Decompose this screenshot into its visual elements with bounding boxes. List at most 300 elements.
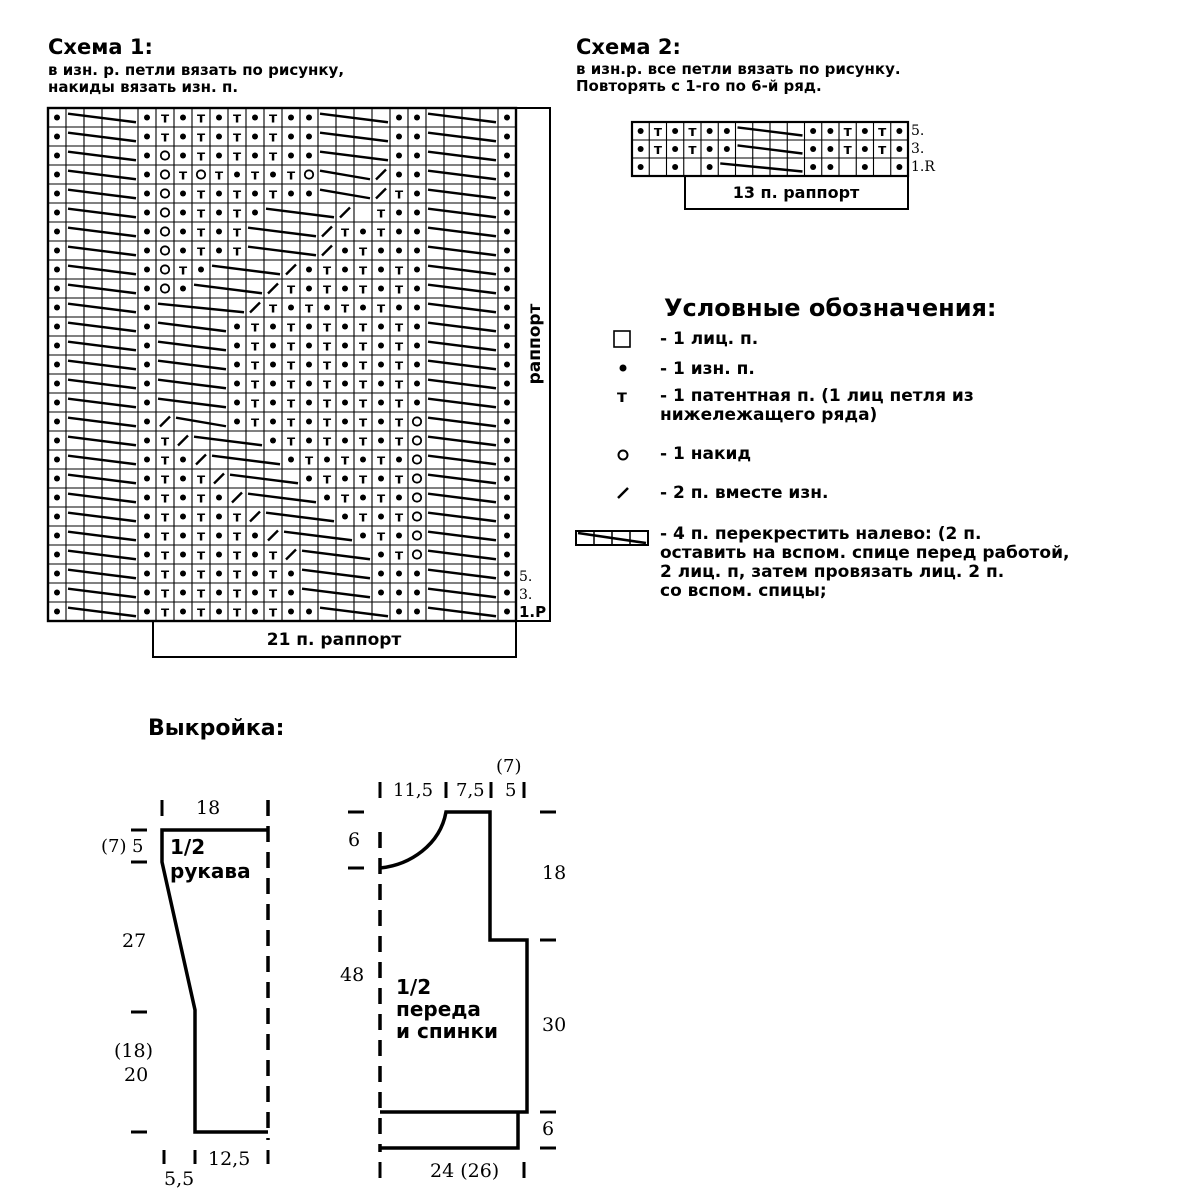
- scheme1-cell-yarnover: [161, 151, 169, 159]
- scheme1-cable-cross: [320, 190, 370, 199]
- scheme1-cell-purl: [306, 381, 312, 387]
- scheme1-cell-purl: [144, 571, 150, 577]
- scheme1-cell-purl: [234, 419, 240, 425]
- scheme1-cell-purl: [252, 210, 258, 216]
- scheme2-cell-purl: [707, 128, 713, 134]
- scheme1-cell-purl: [144, 381, 150, 387]
- sleeve-label-1: 1/2: [170, 835, 206, 859]
- scheme1-cell-yarnover: [197, 170, 205, 178]
- scheme1-cell-purl: [180, 495, 186, 501]
- scheme2-cell-purl: [827, 164, 833, 170]
- scheme1-cell-twisted: т: [160, 471, 170, 488]
- scheme1-cell-twisted: т: [358, 509, 368, 526]
- body-hem-outline: [380, 1112, 518, 1148]
- scheme1-cell-purl: [234, 324, 240, 330]
- scheme1-cell-purl: [216, 571, 222, 577]
- scheme1-cell-purl: [306, 343, 312, 349]
- scheme1-cell-purl: [414, 267, 420, 273]
- body-label-3: и спинки: [396, 1019, 499, 1043]
- scheme1-cell-purl: [216, 210, 222, 216]
- body-dim-neck-edge: 5: [505, 780, 517, 801]
- scheme1-cell-twisted: т: [250, 167, 260, 184]
- scheme1-cell-purl: [414, 115, 420, 121]
- scheme1-cell-twisted: т: [178, 167, 188, 184]
- scheme1-cell-twisted: т: [232, 585, 242, 602]
- scheme1-cell-purl: [342, 267, 348, 273]
- scheme2-cell-twisted: т: [843, 124, 852, 140]
- scheme1-cell-purl: [144, 419, 150, 425]
- scheme1-cell-twisted: т: [196, 205, 206, 222]
- pattern-title: Выкройка:: [148, 716, 285, 741]
- scheme1-cell-purl: [270, 324, 276, 330]
- scheme1-cell-twisted: т: [160, 528, 170, 545]
- scheme1-cell-purl: [144, 134, 150, 140]
- legend-cross-text-3: 2 лиц. п, затем провязать лиц. 2 п.: [660, 562, 1005, 582]
- sleeve-pattern: [131, 800, 268, 1164]
- scheme1-cell-purl: [180, 552, 186, 558]
- scheme1-cell-purl: [414, 609, 420, 615]
- scheme1-cell-twisted: т: [232, 224, 242, 241]
- body-dim-length: 48: [340, 964, 365, 986]
- scheme1-cell-twisted: т: [358, 376, 368, 393]
- scheme1-cell-purl: [378, 267, 384, 273]
- legend-knit-symbol: [614, 331, 630, 347]
- scheme1-row-label-1: 1.Р: [519, 603, 547, 621]
- scheme1-cell-purl: [216, 533, 222, 539]
- scheme1-cell-yarnover: [413, 417, 421, 425]
- scheme1-cell-purl: [396, 248, 402, 254]
- legend-dec-symbol: [618, 488, 628, 498]
- scheme1-cell-purl: [378, 419, 384, 425]
- scheme1-cell-purl: [378, 400, 384, 406]
- scheme1-cell-purl: [270, 438, 276, 444]
- scheme1-cell-purl: [414, 191, 420, 197]
- scheme1-cell-twisted: т: [322, 319, 332, 336]
- scheme1-cell-purl: [504, 590, 510, 596]
- scheme1-cell-purl: [54, 210, 60, 216]
- scheme1-cell-twisted: т: [160, 509, 170, 526]
- scheme1-cell-purl: [216, 552, 222, 558]
- scheme1-cell-twisted: т: [358, 262, 368, 279]
- scheme1-cell-purl: [504, 343, 510, 349]
- scheme1-cell-twisted: т: [160, 604, 170, 621]
- scheme1-cell-purl: [378, 248, 384, 254]
- scheme1-cell-twisted: т: [196, 110, 206, 127]
- scheme1-cable-cross: [176, 418, 226, 427]
- scheme1-cell-twisted: т: [232, 205, 242, 222]
- body-dim-width: 24 (26): [430, 1160, 500, 1182]
- scheme1-cell-purl: [288, 134, 294, 140]
- scheme2-row-label-3: 3.: [911, 141, 925, 157]
- body-label-1: 1/2: [396, 975, 432, 999]
- scheme1-cell-purl: [306, 362, 312, 368]
- scheme1-cell-twisted: т: [196, 243, 206, 260]
- scheme1-cell-purl: [504, 438, 510, 444]
- scheme1-cell-purl: [342, 514, 348, 520]
- scheme1-cell-purl: [54, 457, 60, 463]
- scheme1-cell-twisted: т: [358, 433, 368, 450]
- scheme1-cell-purl: [216, 191, 222, 197]
- scheme1-cell-purl: [288, 305, 294, 311]
- scheme1-cell-twisted: т: [358, 281, 368, 298]
- scheme1-cell-twisted: т: [196, 490, 206, 507]
- scheme1-cell-twisted: т: [394, 471, 404, 488]
- scheme1-cell-twisted: т: [322, 338, 332, 355]
- scheme1-cell-twisted: т: [160, 110, 170, 127]
- scheme2-note-2: Повторять с 1-го по 6-й ряд.: [576, 77, 822, 95]
- scheme1-cell-purl: [180, 533, 186, 539]
- scheme1-cell-purl: [378, 381, 384, 387]
- scheme1-cell-purl: [414, 324, 420, 330]
- scheme1-cell-twisted: т: [358, 357, 368, 374]
- scheme1-cell-purl: [414, 362, 420, 368]
- scheme1-cell-purl: [396, 495, 402, 501]
- scheme1-cell-twisted: т: [358, 471, 368, 488]
- scheme1-cell-purl: [504, 286, 510, 292]
- scheme1-cell-twisted: т: [214, 167, 224, 184]
- scheme2-cell-purl: [827, 146, 833, 152]
- scheme1-cell-twisted: т: [232, 129, 242, 146]
- scheme1-cell-purl: [504, 476, 510, 482]
- scheme1-cell-twisted: т: [358, 243, 368, 260]
- scheme1-cell-twisted: т: [196, 186, 206, 203]
- scheme2-cell-purl: [810, 128, 816, 134]
- scheme1-cell-twisted: т: [160, 547, 170, 564]
- scheme1-cell-twisted: т: [322, 376, 332, 393]
- scheme1-cell-purl: [360, 305, 366, 311]
- scheme1-cell-twisted: т: [376, 300, 386, 317]
- scheme1-cell-twisted: т: [286, 357, 296, 374]
- scheme1-cell-twisted: т: [268, 604, 278, 621]
- scheme1-cell-purl: [306, 419, 312, 425]
- scheme1-cell-purl: [288, 609, 294, 615]
- scheme1-cell-purl: [342, 476, 348, 482]
- scheme1-cell-purl: [414, 343, 420, 349]
- body-dim-armhole: 18: [542, 862, 567, 884]
- scheme1-cell-purl: [234, 343, 240, 349]
- scheme1-repeat-height-label: раппорт: [525, 303, 545, 385]
- scheme1-cell-purl: [342, 438, 348, 444]
- scheme2-cell-twisted: т: [843, 142, 852, 158]
- scheme1-cell-purl: [414, 286, 420, 292]
- sleeve-outline: [162, 830, 268, 1132]
- scheme1-cell-twisted: т: [394, 395, 404, 412]
- scheme1-cell-purl: [54, 476, 60, 482]
- scheme1-cell-purl: [270, 381, 276, 387]
- scheme1-cell-purl: [504, 153, 510, 159]
- scheme1-cell-decrease: [376, 170, 386, 180]
- scheme2-row-label-5: 5.: [911, 123, 925, 139]
- scheme1-cell-purl: [144, 286, 150, 292]
- scheme1-cell-purl: [504, 533, 510, 539]
- scheme1-cell-twisted: т: [232, 509, 242, 526]
- legend-purl-symbol: [620, 365, 627, 372]
- scheme1-cell-purl: [414, 571, 420, 577]
- scheme1-cell-purl: [54, 590, 60, 596]
- scheme1-cell-purl: [180, 115, 186, 121]
- scheme2-cell-purl: [638, 128, 644, 134]
- scheme1-cell-twisted: т: [340, 452, 350, 469]
- scheme2-cell-twisted: т: [878, 124, 887, 140]
- scheme1-cell-twisted: т: [268, 186, 278, 203]
- scheme2-cell-twisted: т: [653, 142, 662, 158]
- scheme1-cell-twisted: т: [268, 129, 278, 146]
- scheme1-cell-purl: [180, 153, 186, 159]
- scheme1-cell-purl: [414, 400, 420, 406]
- scheme1-cell-purl: [180, 609, 186, 615]
- scheme1-cell-purl: [252, 533, 258, 539]
- scheme1-cell-twisted: т: [394, 262, 404, 279]
- scheme1-cell-purl: [378, 324, 384, 330]
- body-label-2: переда: [396, 997, 481, 1021]
- scheme1-cell-yarnover: [413, 455, 421, 463]
- scheme1-cell-twisted: т: [232, 186, 242, 203]
- scheme2-cell-purl: [672, 164, 678, 170]
- scheme1-cell-twisted: т: [394, 376, 404, 393]
- scheme1-cell-twisted: т: [394, 338, 404, 355]
- scheme1-cell-twisted: т: [160, 129, 170, 146]
- scheme1-cell-purl: [342, 324, 348, 330]
- sleeve-dim-lower-alt: (18): [114, 1040, 154, 1062]
- body-pattern: [348, 782, 556, 1178]
- scheme1-cell-purl: [252, 552, 258, 558]
- scheme1-cell-purl: [504, 571, 510, 577]
- legend-yo-text: - 1 накид: [660, 444, 752, 464]
- scheme1-cell-twisted: т: [196, 585, 206, 602]
- scheme1-cell-purl: [504, 381, 510, 387]
- scheme1-cell-purl: [144, 609, 150, 615]
- body-outline: [380, 812, 527, 1112]
- scheme1-cell-purl: [360, 495, 366, 501]
- scheme1-cell-twisted: т: [232, 547, 242, 564]
- scheme1-cell-decrease: [376, 189, 386, 199]
- scheme2-cell-purl: [827, 128, 833, 134]
- legend-cross-text-4: со вспом. спицы;: [660, 581, 827, 601]
- scheme1-cell-twisted: т: [160, 585, 170, 602]
- scheme1-cell-purl: [144, 438, 150, 444]
- scheme1-cell-yarnover: [413, 474, 421, 482]
- scheme1-cell-twisted: т: [286, 433, 296, 450]
- scheme1-cell-purl: [396, 210, 402, 216]
- scheme1-cell-decrease: [322, 227, 332, 237]
- scheme1-cell-purl: [54, 495, 60, 501]
- scheme1-cell-purl: [144, 324, 150, 330]
- scheme1-cell-purl: [180, 514, 186, 520]
- legend-cross-text-2: оставить на вспом. спице перед работой,: [660, 543, 1070, 563]
- scheme1-cell-twisted: т: [250, 395, 260, 412]
- scheme1-cell-yarnover: [161, 189, 169, 197]
- scheme1-cell-twisted: т: [376, 490, 386, 507]
- scheme1-cell-purl: [378, 590, 384, 596]
- scheme1-cell-decrease: [160, 417, 170, 427]
- scheme2-cell-purl: [862, 128, 868, 134]
- legend-dec-text: - 2 п. вместе изн.: [660, 483, 829, 503]
- scheme1-cell-purl: [378, 286, 384, 292]
- body-dim-shoulder: 11,5: [393, 780, 434, 801]
- scheme1-cell-purl: [270, 419, 276, 425]
- scheme1-note-1: в изн. р. петли вязать по рисунку,: [48, 61, 345, 79]
- scheme1-cell-purl: [216, 134, 222, 140]
- scheme2-cell-purl: [707, 164, 713, 170]
- scheme1-cell-purl: [324, 305, 330, 311]
- scheme1-cell-purl: [144, 191, 150, 197]
- scheme1-cell-purl: [306, 324, 312, 330]
- scheme1-cell-twisted: т: [322, 433, 332, 450]
- scheme1-cell-purl: [378, 514, 384, 520]
- scheme1-cell-purl: [504, 134, 510, 140]
- scheme1-cell-purl: [216, 514, 222, 520]
- scheme1-cell-twisted: т: [340, 490, 350, 507]
- scheme1-cell-purl: [144, 590, 150, 596]
- scheme1-cell-purl: [504, 115, 510, 121]
- scheme1-cell-purl: [306, 286, 312, 292]
- scheme2-cell-purl: [724, 146, 730, 152]
- scheme1-cell-purl: [270, 400, 276, 406]
- scheme1-cells: [48, 108, 516, 621]
- scheme1-cell-purl: [54, 362, 60, 368]
- scheme2-cell-purl: [862, 146, 868, 152]
- scheme1-cell-purl: [216, 229, 222, 235]
- scheme1-cell-purl: [252, 153, 258, 159]
- scheme2-cell-purl: [672, 146, 678, 152]
- scheme1-cell-purl: [342, 343, 348, 349]
- scheme1-cell-purl: [414, 305, 420, 311]
- scheme2-cell-purl: [896, 164, 902, 170]
- scheme1-cell-decrease: [232, 493, 242, 503]
- scheme1-cell-twisted: т: [322, 471, 332, 488]
- scheme2-cell-twisted: т: [688, 124, 697, 140]
- scheme1-cell-purl: [378, 552, 384, 558]
- scheme1-cell-yarnover: [161, 227, 169, 235]
- scheme1-cell-twisted: т: [394, 414, 404, 431]
- scheme1-cell-purl: [306, 267, 312, 273]
- scheme1-cell-purl: [414, 590, 420, 596]
- legend-purl-text: - 1 изн. п.: [660, 359, 755, 379]
- scheme1-cell-purl: [144, 362, 150, 368]
- scheme1-cell-purl: [342, 286, 348, 292]
- scheme1-cell-purl: [144, 552, 150, 558]
- scheme1-cell-twisted: т: [358, 395, 368, 412]
- scheme1-cell-purl: [324, 495, 330, 501]
- scheme1-cell-purl: [504, 267, 510, 273]
- scheme1-cell-yarnover: [161, 246, 169, 254]
- scheme1-cell-purl: [234, 381, 240, 387]
- scheme1-cell-twisted: т: [322, 357, 332, 374]
- scheme1-cell-purl: [306, 134, 312, 140]
- legend-twisted-symbol: т: [617, 387, 627, 407]
- scheme1-cell-purl: [306, 400, 312, 406]
- scheme1-cell-purl: [504, 514, 510, 520]
- sleeve-dim-offset: 5,5: [164, 1168, 195, 1190]
- scheme1-cell-purl: [216, 495, 222, 501]
- scheme1-cell-purl: [504, 172, 510, 178]
- scheme1-cell-purl: [54, 552, 60, 558]
- scheme1-cell-purl: [54, 248, 60, 254]
- legend-twisted-text-2: нижележащего ряда): [660, 405, 878, 425]
- body-dim-neck: 7,5: [456, 780, 485, 801]
- scheme1-cell-purl: [144, 400, 150, 406]
- scheme1-cell-decrease: [286, 265, 296, 275]
- scheme1-row-label-5: 5.: [519, 569, 533, 585]
- scheme1-cell-purl: [378, 476, 384, 482]
- scheme1-repeat-width-label: 21 п. раппорт: [266, 630, 402, 650]
- scheme1-cell-purl: [144, 305, 150, 311]
- scheme1-cell-decrease: [322, 246, 332, 256]
- scheme1-cell-twisted: т: [322, 414, 332, 431]
- scheme1-row-label-3: 3.: [519, 587, 533, 603]
- scheme1-cell-twisted: т: [286, 414, 296, 431]
- scheme1-cable-cross: [158, 304, 244, 313]
- scheme1-cell-yarnover: [413, 512, 421, 520]
- scheme1-cell-purl: [396, 229, 402, 235]
- scheme1-cell-purl: [216, 248, 222, 254]
- scheme1-cell-twisted: т: [196, 129, 206, 146]
- body-dim-side: 30: [542, 1014, 567, 1036]
- scheme1-cell-twisted: т: [394, 186, 404, 203]
- scheme1-cell-purl: [54, 267, 60, 273]
- scheme1-cell-twisted: т: [268, 566, 278, 583]
- scheme1-title: Схема 1:: [48, 35, 153, 59]
- scheme1-cell-twisted: т: [394, 509, 404, 526]
- scheme1-cell-purl: [504, 419, 510, 425]
- scheme1-cell-purl: [342, 400, 348, 406]
- scheme2-cell-purl: [638, 146, 644, 152]
- scheme1-cell-purl: [504, 191, 510, 197]
- scheme1-cell-twisted: т: [196, 528, 206, 545]
- scheme1-cell-purl: [306, 153, 312, 159]
- scheme1-cell-purl: [504, 362, 510, 368]
- scheme1-cell-purl: [288, 590, 294, 596]
- scheme1-cell-twisted: т: [250, 357, 260, 374]
- scheme1-cell-purl: [54, 381, 60, 387]
- scheme1-cell-purl: [54, 153, 60, 159]
- sleeve-dim-width: 18: [196, 797, 221, 819]
- scheme1-cell-purl: [378, 343, 384, 349]
- scheme1-cell-purl: [504, 400, 510, 406]
- scheme1-cell-purl: [414, 210, 420, 216]
- scheme1-cell-twisted: т: [394, 357, 404, 374]
- scheme1-cell-twisted: т: [250, 319, 260, 336]
- scheme1-cell-purl: [378, 571, 384, 577]
- scheme1-cell-purl: [252, 590, 258, 596]
- scheme1-cell-purl: [198, 267, 204, 273]
- scheme1-cell-yarnover: [413, 493, 421, 501]
- scheme1-cell-twisted: т: [304, 452, 314, 469]
- scheme1-cell-decrease: [250, 512, 260, 522]
- scheme1-cell-twisted: т: [232, 528, 242, 545]
- scheme1-cell-purl: [270, 362, 276, 368]
- scheme1-cell-purl: [342, 419, 348, 425]
- scheme1-cell-purl: [144, 457, 150, 463]
- scheme1-cell-purl: [396, 571, 402, 577]
- scheme1-cell-twisted: т: [376, 205, 386, 222]
- scheme2-title: Схема 2:: [576, 35, 681, 59]
- scheme1-cell-purl: [144, 153, 150, 159]
- scheme1-cell-twisted: т: [322, 281, 332, 298]
- scheme1-cell-purl: [144, 533, 150, 539]
- legend-yo-symbol: [619, 451, 628, 460]
- scheme1-cell-purl: [144, 267, 150, 273]
- scheme1-cell-purl: [414, 153, 420, 159]
- scheme1-cell-purl: [360, 457, 366, 463]
- scheme1-cell-twisted: т: [286, 376, 296, 393]
- scheme1-cell-decrease: [286, 550, 296, 560]
- scheme1-cell-twisted: т: [268, 148, 278, 165]
- scheme1-cell-purl: [180, 590, 186, 596]
- scheme1-cell-purl: [180, 248, 186, 254]
- scheme1-cell-yarnover: [413, 436, 421, 444]
- scheme1-cell-twisted: т: [196, 566, 206, 583]
